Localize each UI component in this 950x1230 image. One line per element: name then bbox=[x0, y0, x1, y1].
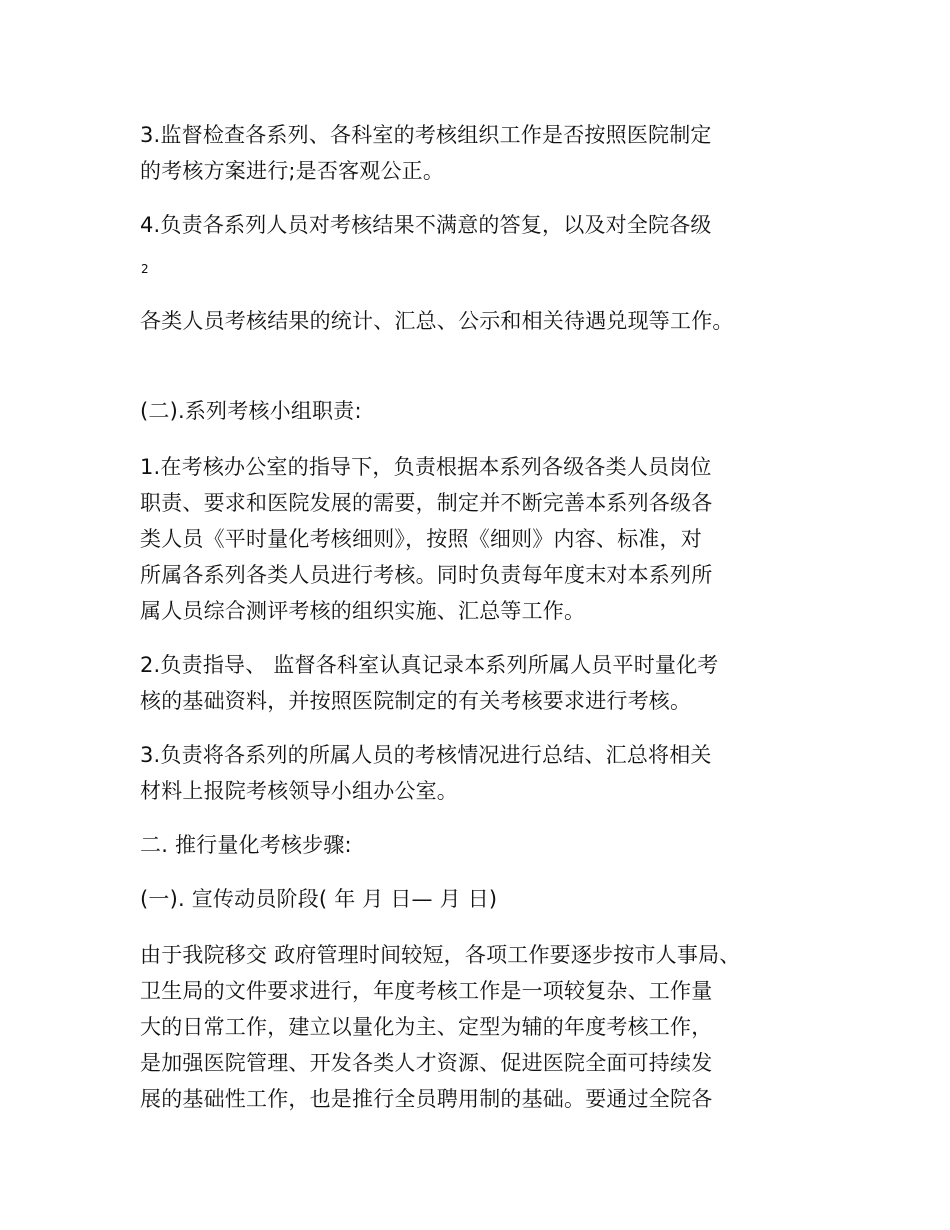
text-line-mobilization-a: 由于我院移交 政府管理时间较短，各项工作要逐步按市人事局、 bbox=[140, 943, 741, 967]
text-line-group-1b: 职责、要求和医院发展的需要，制定并不断完善本系列各级各 bbox=[140, 491, 713, 515]
text-line-group-2a: 2.负责指导、 监督各科室认真记录本系列所属人员平时量化考 bbox=[140, 653, 719, 677]
text-line-duty-4b: 各类人员考核结果的统计、汇总、公示和相关待遇兑现等工作。 bbox=[140, 309, 734, 333]
text-line-group-1a: 1.在考核办公室的指导下，负责根据本系列各级各类人员岗位 bbox=[140, 455, 712, 479]
text-line-group-1c: 类人员《平时量化考核细则》，按照《细则》内容、标准，对 bbox=[140, 527, 702, 551]
text-line-duty-4a: 4.负责各系列人员对考核结果不满意的答复，以及对全院各级 bbox=[140, 213, 712, 237]
text-line-mobilization-b: 卫生局的文件要求进行，年度考核工作是一项较复杂、工作量 bbox=[140, 979, 713, 1003]
text-line-duty-3b: 的考核方案进行;是否客观公正。 bbox=[140, 159, 445, 183]
section-heading-group-duties: (二).系列考核小组职责: bbox=[140, 399, 362, 423]
subsection-heading-mobilization: (一). 宣传动员阶段( 年 月 日— 月 日) bbox=[140, 887, 498, 911]
text-line-group-1d: 所属各系列各类人员进行考核。同时负责每年度末对本系列所 bbox=[140, 563, 713, 587]
text-line-mobilization-c: 大的日常工作，建立以量化为主、定型为辅的年度考核工作， bbox=[140, 1015, 713, 1039]
text-line-mobilization-d: 是加强医院管理、开发各类人才资源、促进医院全面可持续发 bbox=[140, 1051, 713, 1075]
text-line-group-2b: 核的基础资料，并按照医院制定的有关考核要求进行考核。 bbox=[140, 689, 692, 713]
text-line-mobilization-e: 展的基础性工作，也是推行全员聘用制的基础。要通过全院各 bbox=[140, 1087, 713, 1111]
text-line-group-1e: 属人员综合测评考核的组织实施、汇总等工作。 bbox=[140, 599, 586, 623]
text-line-group-3a: 3.负责将各系列的所属人员的考核情况进行总结、汇总将相关 bbox=[140, 743, 712, 767]
section-heading-steps: 二. 推行量化考核步骤: bbox=[140, 833, 352, 857]
text-line-group-3b: 材料上报院考核领导小组办公室。 bbox=[140, 779, 458, 803]
text-line-duty-3a: 3.监督检查各系列、各科室的考核组织工作是否按照医院制定 bbox=[140, 123, 712, 147]
page-number: 2 bbox=[141, 262, 149, 276]
